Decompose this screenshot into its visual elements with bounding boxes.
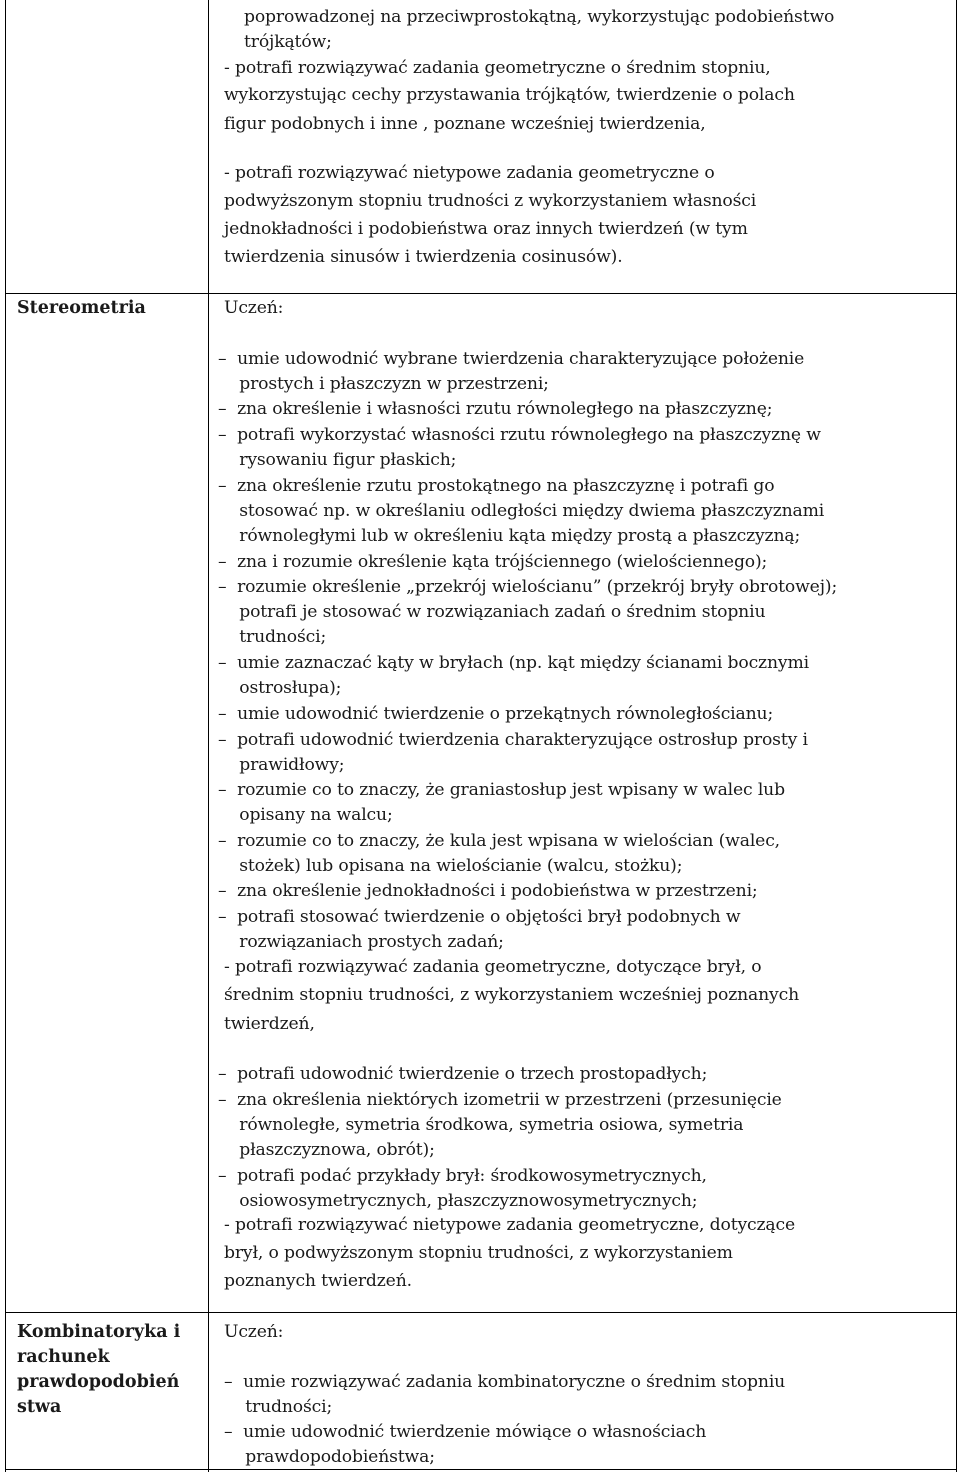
bullet-line: trudności; [224, 1397, 333, 1417]
bullet-line: stożek) lub opisana na wielościanie (walcu, stożku); [218, 856, 683, 876]
bullet-line: – potrafi udowodnić twierdzenie o trzech prostopadłych; [218, 1064, 708, 1084]
paragraph-line: średnim stopniu trudności, z wykorzystaniem wcześniej poznanych [224, 985, 800, 1005]
section-label-kombinatoryka: stwa [17, 1397, 62, 1417]
bullet-line: – umie udowodnić twierdzenie o przekątnych równoległościanu; [218, 704, 774, 724]
bullet-line: – umie rozwiązywać zadania kombinatoryczne o średnim stopniu [224, 1372, 786, 1392]
row1-line: poprowadzonej na przeciwprostokątną, wykorzystując podobieństwo [244, 7, 835, 27]
row1-line: - potrafi rozwiązywać zadania geometryczne o średnim stopniu, [224, 58, 771, 78]
row1-line: trójkątów; [244, 32, 332, 52]
paragraph-line: twierdzeń, [224, 1014, 315, 1034]
bullet-line: stosować np. w określaniu odległości między dwiema płaszczyznami [218, 501, 825, 521]
row-divider-1 [5, 293, 957, 294]
bullet-line: prostych i płaszczyzn w przestrzeni; [218, 374, 549, 394]
section-label-kombinatoryka: prawdopodobień [17, 1372, 180, 1392]
bullet-line: – umie udowodnić wybrane twierdzenia charakteryzujące położenie [218, 349, 805, 369]
paragraph-line: poznanych twierdzeń. [224, 1271, 412, 1291]
uczen-heading: Uczeń: [224, 1322, 284, 1342]
bullet-line: – rozumie określenie „przekrój wielościanu” (przekrój bryły obrotowej); [218, 577, 838, 597]
row1-line: jednokładności i podobieństwa oraz innych twierdzeń (w tym [224, 219, 748, 239]
table-border-left [5, 0, 6, 1472]
paragraph-line: - potrafi rozwiązywać nietypowe zadania geometryczne, dotyczące [224, 1215, 795, 1235]
uczen-heading: Uczeń: [224, 298, 284, 318]
bullet-line: opisany na walcu; [218, 805, 393, 825]
paragraph-line: - potrafi rozwiązywać zadania geometryczne, dotyczące brył, o [224, 957, 762, 977]
row1-line: figur podobnych i inne , poznane wcześniej twierdzenia, [224, 114, 706, 134]
bullet-line: – zna określenia niektórych izometrii w przestrzeni (przesunięcie [218, 1090, 782, 1110]
bullet-line: rozwiązaniach prostych zadań; [218, 932, 504, 952]
bullet-line: prawidłowy; [218, 755, 345, 775]
section-label-kombinatoryka: Kombinatoryka i [17, 1322, 181, 1342]
row1-line: twierdzenia sinusów i twierdzenia cosinusów). [224, 247, 623, 267]
bullet-line: – zna określenie i własności rzutu równoległego na płaszczyznę; [218, 399, 773, 419]
section-label-kombinatoryka: rachunek [17, 1347, 110, 1367]
bullet-line: trudności; [218, 627, 327, 647]
bullet-line: – umie zaznaczać kąty w bryłach (np. kąt między ścianami bocznymi [218, 653, 809, 673]
table-column-divider [208, 0, 209, 1472]
section-label-stereometria: Stereometria [17, 298, 146, 318]
row-divider-2 [5, 1312, 957, 1313]
bullet-line: – zna i rozumie określenie kąta trójściennego (wielościennego); [218, 552, 768, 572]
bullet-line: osiowosymetrycznych, płaszczyznowosymetrycznych; [218, 1191, 698, 1211]
bullet-line: – potrafi udowodnić twierdzenia charakteryzujące ostrosłup prosty i [218, 730, 808, 750]
bullet-line: – rozumie co to znaczy, że graniastosłup jest wpisany w walec lub [218, 780, 785, 800]
table-border-bottom [5, 1469, 957, 1470]
bullet-line: – potrafi wykorzystać własności rzutu równoległego na płaszczyznę w [218, 425, 821, 445]
bullet-line: – umie udowodnić twierdzenie mówiące o własnościach [224, 1422, 707, 1442]
bullet-line: rysowaniu figur płaskich; [218, 450, 457, 470]
table-border-right [956, 0, 957, 1472]
bullet-line: równoległymi lub w określeniu kąta między prostą a płaszczyzną; [218, 526, 801, 546]
bullet-line: – potrafi stosować twierdzenie o objętości brył podobnych w [218, 907, 741, 927]
row1-line: - potrafi rozwiązywać nietypowe zadania geometryczne o [224, 163, 715, 183]
row1-line: podwyższonym stopniu trudności z wykorzystaniem własności [224, 191, 757, 211]
bullet-line: – rozumie co to znaczy, że kula jest wpisana w wielościan (walec, [218, 831, 780, 851]
bullet-line: – potrafi podać przykłady brył: środkowosymetrycznych, [218, 1166, 707, 1186]
bullet-line: prawdopodobieństwa; [224, 1447, 435, 1467]
bullet-line: – zna określenie rzutu prostokątnego na płaszczyznę i potrafi go [218, 476, 775, 496]
bullet-line: ostrosłupa); [218, 678, 342, 698]
paragraph-line: brył, o podwyższonym stopniu trudności, z wykorzystaniem [224, 1243, 733, 1263]
bullet-line: – zna określenie jednokładności i podobieństwa w przestrzeni; [218, 881, 758, 901]
bullet-line: potrafi je stosować w rozwiązaniach zadań o średnim stopniu [218, 602, 766, 622]
bullet-line: płaszczyznowa, obrót); [218, 1140, 435, 1160]
row1-line: wykorzystując cechy przystawania trójkątów, twierdzenie o polach [224, 85, 795, 105]
bullet-line: równoległe, symetria środkowa, symetria osiowa, symetria [218, 1115, 744, 1135]
